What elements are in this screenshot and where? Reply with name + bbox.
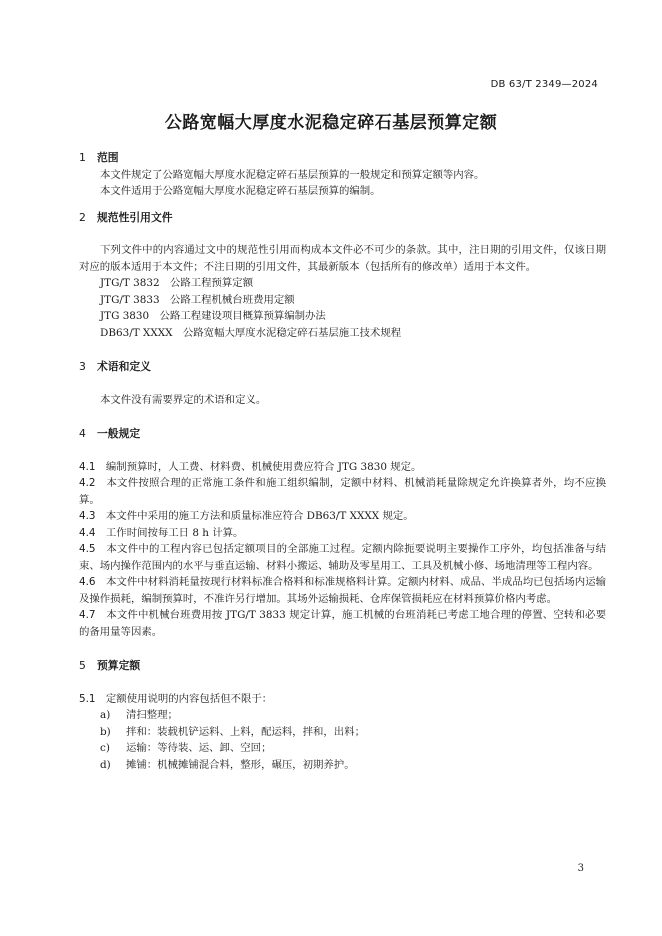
clause: [79, 607, 606, 640]
list-item: a) 清扫整理；: [79, 707, 606, 724]
reference-item: JTG/T 3833 公路工程机械台班费用定额: [100, 293, 295, 306]
clause-text: 本文件中采用的施工方法和质量标准应符合 DB63/T XXXX 规定。: [105, 510, 414, 522]
clause: [79, 508, 606, 525]
standard-code: DB 63/T 2349—2024: [490, 79, 598, 90]
reference-item: DB63/T XXXX 公路宽幅大厚度水泥稳定碎石基层施工技术规程: [100, 326, 402, 339]
clause-number: 5.1: [79, 692, 96, 705]
clause-text: 本文件中机械台班费用按 JTG/T 3833 规定计算，施工机械的台班消耗已考虑工地合理的停置、空转和必要的备用量等因素。: [79, 609, 606, 638]
clause-text: 本文件按照合理的正常施工条件和施工组织编制，定额中材料、机械消耗量除规定允许换算者外，均不应换算。: [79, 477, 607, 506]
clause-number: 4.2: [79, 477, 96, 489]
list-marker: c): [100, 742, 110, 754]
clause: [79, 475, 606, 508]
reference-item: JTG 3830 公路工程建设项目概算预算编制办法: [100, 310, 326, 322]
clause-number: 4.6: [79, 576, 96, 588]
clause-text: 定额使用说明的内容包括但不限于：: [105, 692, 273, 705]
clause: [79, 574, 606, 607]
clause-number: 4.4: [79, 526, 96, 539]
clause: [79, 541, 606, 574]
list-item: c) 运输：等待装、运、卸、空回；: [79, 740, 606, 757]
clause: [79, 691, 606, 708]
section-heading-4: 4 一般规定: [79, 427, 141, 440]
paragraph: 下列文件中的内容通过文中的规范性引用而构成本文件必不可少的条款。其中，注日期的引用文件，仅该日期对应的版本适用于本文件；不注日期的引用文件，其最新版本（包括所有的修改单）适用于本文件。: [79, 244, 606, 273]
list-item: d) 摊铺：机械摊铺混合料，整形，碾压，初期养护。: [79, 757, 606, 774]
clause-number: 4.1: [79, 460, 96, 473]
list-marker: a): [100, 709, 111, 721]
reference-item: JTG/T 3832 公路工程预算定额: [100, 277, 254, 289]
list-item: b) 拌和：装载机铲运料、上料，配运料，拌和，出料；: [79, 724, 606, 741]
clause: [79, 525, 606, 542]
paragraph: 本文件适用于公路宽幅大厚度水泥稳定碎石基层预算的编制。: [100, 185, 381, 197]
page-number: 3: [577, 863, 584, 874]
clause-number: 4.3: [79, 510, 96, 522]
clause-number: 4.5: [79, 543, 96, 555]
section-heading-5: 5 预算定额: [79, 659, 141, 672]
paragraph: 本文件没有需要界定的术语和定义。: [100, 393, 267, 406]
clause-text: 本文件中的工程内容已包括定额项目的全部施工过程。定额内除扼要说明主要操作工序外，均包括准备与结束、场内操作范围内的水平与垂直运输、材料小搬运、辅助及零星用工、工具及机械小修、场地清理等工程内容。: [79, 543, 607, 572]
document-body: [79, 150, 606, 773]
section-heading-1: 1 范围: [79, 151, 119, 164]
list-marker: d): [100, 758, 111, 771]
clause-text: 本文件中材料消耗量按现行材料标准合格料和标准规格料计算。定额内材料、成品、半成品均已包括场内运输及操作损耗，编制预算时，不准许另行增加。其场外运输损耗、仓库保管损耗应在材料预算价格内考虑。: [79, 576, 607, 605]
paragraph: 本文件规定了公路宽幅大厚度水泥稳定碎石基层预算的一般规定和预算定额等内容。: [100, 168, 485, 181]
document-title: 公路宽幅大厚度水泥稳定碎石基层预算定额: [164, 113, 498, 133]
section-heading-3: 3 术语和定义: [79, 360, 151, 373]
clause-text: 编制预算时，人工费、材料费、机械使用费应符合 JTG 3830 规定。: [105, 460, 422, 473]
clause-number: 4.7: [79, 609, 96, 621]
clause-text: 工作时间按每工日 8 h 计算。: [105, 526, 244, 539]
list-marker: b): [100, 725, 111, 738]
clause: [79, 459, 606, 476]
section-heading-2: 2 规范性引用文件: [79, 210, 173, 224]
